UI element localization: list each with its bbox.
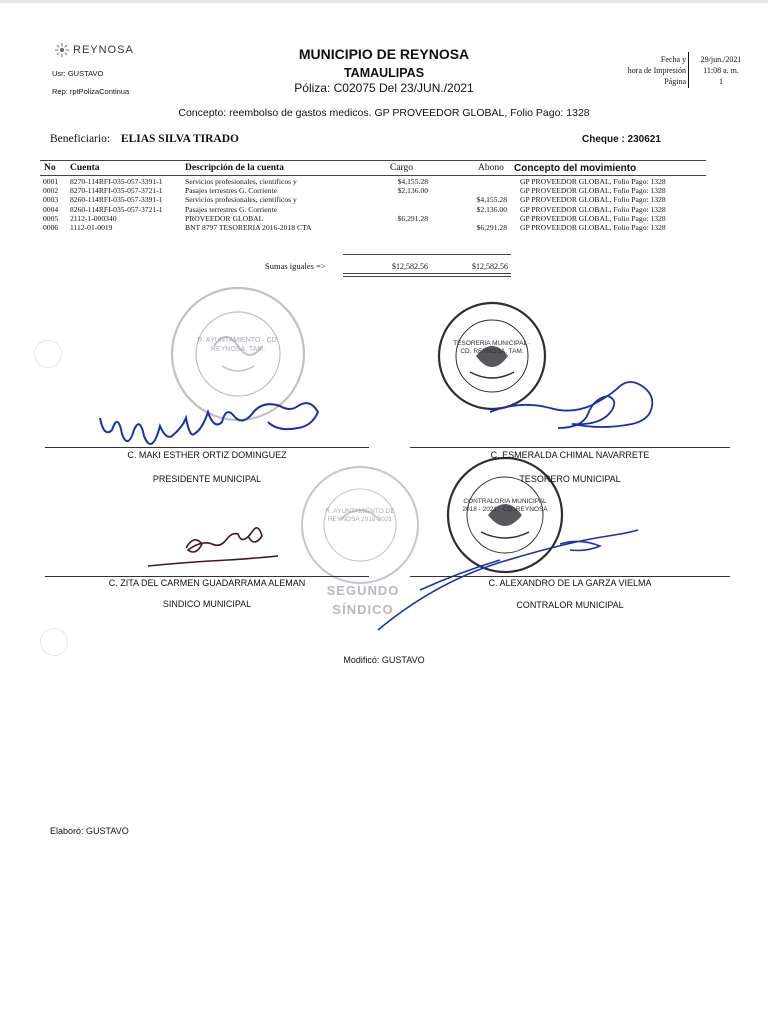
print-meta-labels <box>628 54 686 87</box>
totals-label: Sumas iguales => <box>265 261 326 271</box>
col-cuenta: Cuenta <box>70 163 100 173</box>
cell-no: 0005 <box>43 213 59 223</box>
tesorero-role: TESORERO MUNICIPAL <box>519 474 621 484</box>
totals-double-rule-2 <box>343 276 511 277</box>
contralor-name: C. ALEXANDRO DE LA GARZA VIELMA <box>488 578 652 588</box>
page-number: 1 <box>719 77 723 86</box>
cell-desc: Servicios profesionales, científicos y <box>185 177 297 186</box>
presidente-role: PRESIDENTE MUNICIPAL <box>152 474 262 484</box>
total-abono: $12,582.56 <box>472 262 508 271</box>
cell-abono: $4,155.28 <box>476 195 507 205</box>
cell-abono: $2,136.00 <box>476 204 507 214</box>
cell-concepto: GP PROVEEDOR GLOBAL, Folio Pago: 1328 <box>520 195 666 205</box>
sindico-signature-line <box>45 576 369 577</box>
elaboro-label: Elaboró: GUSTAVO <box>50 826 129 836</box>
ayuntamiento-stamp-top-text: R. AYUNTAMIENTO · CD. REYNOSA, TAM. <box>197 337 279 353</box>
print-meta-values <box>693 54 749 87</box>
table-top-rule <box>40 160 706 161</box>
cell-desc: Pasajes terrestres G. Corriente <box>185 186 277 196</box>
table-header-rule <box>40 175 706 176</box>
poliza-title: Póliza: C02075 Del 23/JUN./2021 <box>294 81 474 95</box>
contralor-role: CONTRALOR MUNICIPAL <box>516 600 624 610</box>
cell-cargo: $4,155.28 <box>397 177 428 186</box>
cell-cuenta: 2112-1-000340 <box>70 213 117 223</box>
table-row <box>43 195 713 204</box>
sindico-signature <box>148 528 278 566</box>
contraloria-stamp-text: CONTRALORIA MUNICIPAL 2018 - 2021 · CD. REYNOSA <box>462 498 548 513</box>
totals-double-rule-1 <box>343 273 511 274</box>
cell-cargo: $2,136.00 <box>397 186 428 196</box>
municipality-title: MUNICIPIO DE REYNOSA <box>298 46 470 62</box>
logo-text: REYNOSA <box>73 44 134 56</box>
cell-concepto: GP PROVEEDOR GLOBAL, Folio Pago: 1328 <box>520 177 666 186</box>
cell-cuenta: 8260-114RFI-035-057-3391-1 <box>70 195 163 205</box>
meta-label-time: hora de Impresión <box>627 66 686 75</box>
presidente-name: C. MAKI ESTHER ORTIZ DOMINGUEZ <box>127 450 287 460</box>
cell-concepto: GP PROVEEDOR GLOBAL, Folio Pago: 1328 <box>520 222 666 232</box>
cell-no: 0006 <box>43 222 59 232</box>
table-row <box>43 205 713 214</box>
cell-no: 0003 <box>43 195 59 205</box>
table-row <box>43 177 713 186</box>
user-label: Usr: GUSTAVO <box>52 69 104 78</box>
modifico-label: Modificó: GUSTAVO <box>343 655 425 665</box>
cell-no: 0001 <box>43 177 59 186</box>
tesorero-signature <box>490 382 652 428</box>
cell-concepto: GP PROVEEDOR GLOBAL, Folio Pago: 1328 <box>520 204 666 214</box>
beneficiario <box>50 133 239 145</box>
tesoreria-stamp-text: TESORERIA MUNICIPAL · CD. REYNOSA, TAM. <box>453 340 531 355</box>
presidente-signature-line <box>45 447 369 448</box>
cell-desc: PROVEEDOR GLOBAL <box>185 213 264 223</box>
col-concepto: Concepto del movimiento <box>514 163 637 174</box>
col-abono: Abono <box>478 163 504 173</box>
segundo-sindico-stamp-line1: SEGUNDO <box>326 583 400 598</box>
cell-cargo: $6,291.28 <box>397 213 428 223</box>
cell-abono: $6,291.28 <box>476 222 507 232</box>
beneficiario-label: Beneficiario: <box>50 133 111 145</box>
cell-concepto: GP PROVEEDOR GLOBAL, Folio Pago: 1328 <box>520 186 666 196</box>
cell-concepto: GP PROVEEDOR GLOBAL, Folio Pago: 1328 <box>520 213 666 223</box>
col-no: No <box>44 163 56 173</box>
punch-hole <box>40 628 68 656</box>
sindico-name: C. ZITA DEL CARMEN GUADARRAMA ALEMAN <box>108 578 306 588</box>
cell-cuenta: 1112-01-0019 <box>70 222 113 232</box>
ayuntamiento-stamp-top <box>172 288 304 420</box>
cell-no: 0002 <box>43 186 59 196</box>
sindico-role: SINDICO MUNICIPAL <box>162 599 252 609</box>
col-cargo: Cargo <box>390 163 414 173</box>
meta-label-date: Fecha y <box>660 55 686 64</box>
contralor-signature-line <box>410 576 730 577</box>
ayuntamiento-stamp-mid <box>302 467 418 583</box>
concepto-line: Concepto: reembolso de gastos medicos. GP PROVEEDOR GLOBAL, Folio Pago: 1328 <box>178 107 590 119</box>
print-time: 11:08 a. m. <box>703 66 739 75</box>
state-title: TAMAULIPAS <box>343 66 425 80</box>
tesorero-signature-line <box>410 447 730 448</box>
total-cargo: $12,582.56 <box>392 262 428 271</box>
print-date: 29/jun./2021 <box>700 55 742 64</box>
punch-hole <box>34 340 62 368</box>
totals-rule <box>343 254 511 255</box>
cell-no: 0004 <box>43 204 59 214</box>
table-row <box>43 186 713 195</box>
table-body <box>43 177 713 232</box>
cell-desc: BNT 8797 TESORERIA 2016-2018 CTA <box>185 222 312 232</box>
cell-desc: Pasajes terrestres G. Corriente <box>185 204 277 214</box>
tesoreria-stamp <box>439 303 545 409</box>
table-row <box>43 214 713 223</box>
presidente-signature <box>100 403 318 444</box>
meta-separator <box>688 52 689 88</box>
cell-cuenta: 8270-114RFI-035-057-3391-1 <box>70 177 163 186</box>
cheque-number: Cheque : 230621 <box>582 134 661 145</box>
ayuntamiento-stamp-mid-text: R. AYUNTAMIENTO DE REYNOSA 2018-2021 <box>325 508 395 523</box>
cell-cuenta: 8260-114RFI-035-057-3721-1 <box>70 204 163 214</box>
segundo-sindico-stamp-line2: SÍNDICO <box>332 602 394 617</box>
scan-top-edge <box>0 0 768 3</box>
report-label: Rep: rptPolizaContinua <box>52 87 130 96</box>
meta-label-page: Página <box>664 77 686 86</box>
col-descripcion: Descripción de la cuenta <box>185 163 284 173</box>
cell-desc: Servicios profesionales, científicos y <box>185 195 297 205</box>
cell-cuenta: 8270-114RFI-035-057-3721-1 <box>70 186 163 196</box>
tesorero-name: C. ESMERALDA CHIMAL NAVARRETE <box>490 450 650 460</box>
table-row <box>43 223 713 232</box>
beneficiario-name: ELIAS SILVA TIRADO <box>120 133 239 145</box>
